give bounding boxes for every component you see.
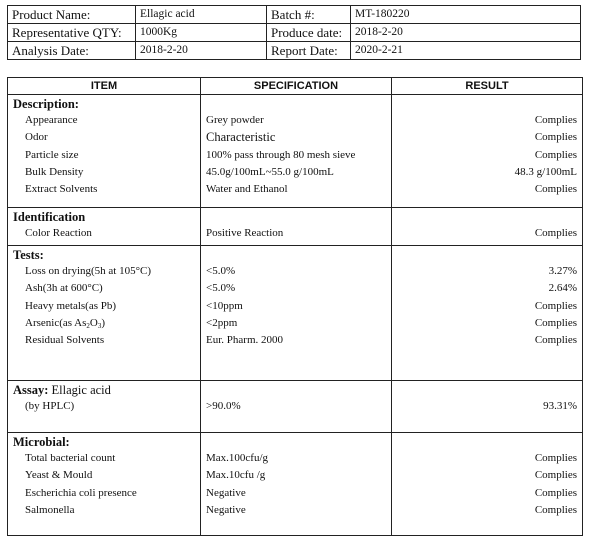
description-item: Odor <box>25 131 48 144</box>
identification-specs <box>201 208 392 246</box>
tests-result: 2.64% <box>548 282 577 295</box>
tests-item-arsenic: Arsenic(as $As_2O_3$) <box>25 316 106 330</box>
tests-item: Loss on drying(5h at 105°C) <box>25 265 152 277</box>
tests-title: Tests: <box>13 248 44 262</box>
microbial-result: Complies <box>534 486 577 499</box>
section-microbial <box>8 433 583 536</box>
section-assay <box>8 381 583 433</box>
microbial-spec: Max.10cfu /g <box>206 469 266 482</box>
microbial-spec: Negative <box>206 503 246 516</box>
tests-items <box>8 246 201 381</box>
tests-spec: <5.0% <box>206 265 236 277</box>
report-date-value: 2020-2-21 <box>351 42 581 60</box>
microbial-result: Complies <box>534 469 577 482</box>
identification-results <box>392 208 583 246</box>
produce-date-label: Produce date: <box>267 24 351 42</box>
column-header-result: RESULT <box>392 78 583 95</box>
tests-spec: <2ppm <box>206 316 238 329</box>
description-specs <box>201 95 392 208</box>
description-spec: Grey powder <box>206 114 264 126</box>
assay-results <box>392 381 583 433</box>
batch-value: MT-180220 <box>351 6 581 24</box>
microbial-result: Complies <box>534 503 577 516</box>
microbial-title: Microbial: <box>13 435 70 449</box>
tests-spec: <10ppm <box>206 299 243 312</box>
assay-items <box>8 381 201 433</box>
header-row-3 <box>8 42 581 60</box>
analysis-date-label: Analysis Date: <box>8 42 136 60</box>
description-item: Appearance <box>25 114 78 126</box>
header-row-2 <box>8 24 581 42</box>
batch-label: Batch #: <box>267 6 351 24</box>
tests-results <box>392 246 583 381</box>
tests-item: Ash(3h at 600°C) <box>25 282 103 295</box>
column-header-item: ITEM <box>8 78 201 95</box>
tests-spec: <5.0% <box>206 282 236 295</box>
tests-item: Residual Solvents <box>25 334 105 347</box>
section-tests <box>8 246 583 381</box>
description-spec: 100% pass through 80 mesh sieve <box>206 148 356 161</box>
microbial-item: Yeast & Mould <box>25 469 93 482</box>
assay-spec: >90.0% <box>206 400 241 412</box>
description-result: Complies <box>534 183 577 196</box>
microbial-spec: Negative <box>206 486 246 499</box>
description-results <box>392 95 583 208</box>
tests-item: Heavy metals(as Pb) <box>25 299 117 312</box>
description-title: Description: <box>13 97 79 111</box>
section-identification <box>8 208 583 246</box>
product-name-label: Product Name: <box>8 6 136 24</box>
section-description <box>8 95 583 208</box>
header-row-1 <box>8 6 581 24</box>
description-items <box>8 95 201 208</box>
description-item: Bulk Density <box>25 165 84 178</box>
microbial-result: Complies <box>534 452 577 464</box>
tests-result: 3.27% <box>548 265 577 277</box>
identification-result: Complies <box>534 227 577 239</box>
microbial-results <box>392 433 583 536</box>
microbial-item: Escherichia coli presence <box>25 486 137 499</box>
identification-items <box>8 208 201 246</box>
tests-result: Complies <box>534 299 577 312</box>
identification-title: Identification <box>13 210 86 224</box>
description-result: Complies <box>534 131 577 144</box>
description-spec: Characteristic <box>206 130 276 145</box>
microbial-specs <box>201 433 392 536</box>
assay-result: 93.31% <box>543 400 577 412</box>
assay-title: Assay: Ellagic acid <box>13 383 111 397</box>
description-spec: 45.0g/100mL~55.0 g/100mL <box>206 165 334 178</box>
qty-value: 1000Kg <box>136 24 267 42</box>
identification-item: Color Reaction <box>25 227 92 239</box>
description-result: Complies <box>534 114 577 126</box>
microbial-item: Salmonella <box>25 503 75 516</box>
identification-spec: Positive Reaction <box>206 227 284 239</box>
tests-result: Complies <box>534 316 577 329</box>
analysis-date-value: 2018-2-20 <box>136 42 267 60</box>
tests-spec: Eur. Pharm. 2000 <box>206 334 283 347</box>
description-item: Extract Solvents <box>25 183 98 196</box>
description-item: Particle size <box>25 148 79 161</box>
microbial-spec: Max.100cfu/g <box>206 452 269 464</box>
tests-specs <box>201 246 392 381</box>
microbial-item: Total bacterial count <box>25 452 116 464</box>
description-result: 48.3 g/100mL <box>514 165 577 178</box>
column-header-row <box>8 78 583 95</box>
description-spec: Water and Ethanol <box>206 183 288 196</box>
qty-label: Representative QTY: <box>8 24 136 42</box>
header-table <box>7 5 581 60</box>
produce-date-value: 2018-2-20 <box>351 24 581 42</box>
report-date-label: Report Date: <box>267 42 351 60</box>
assay-specs <box>201 381 392 433</box>
column-header-specification: SPECIFICATION <box>201 78 392 95</box>
analysis-table <box>7 77 583 536</box>
product-name-value: Ellagic acid <box>136 6 267 24</box>
assay-method: (by HPLC) <box>25 400 75 412</box>
description-result: Complies <box>534 148 577 161</box>
microbial-items <box>8 433 201 536</box>
tests-result: Complies <box>534 334 577 347</box>
